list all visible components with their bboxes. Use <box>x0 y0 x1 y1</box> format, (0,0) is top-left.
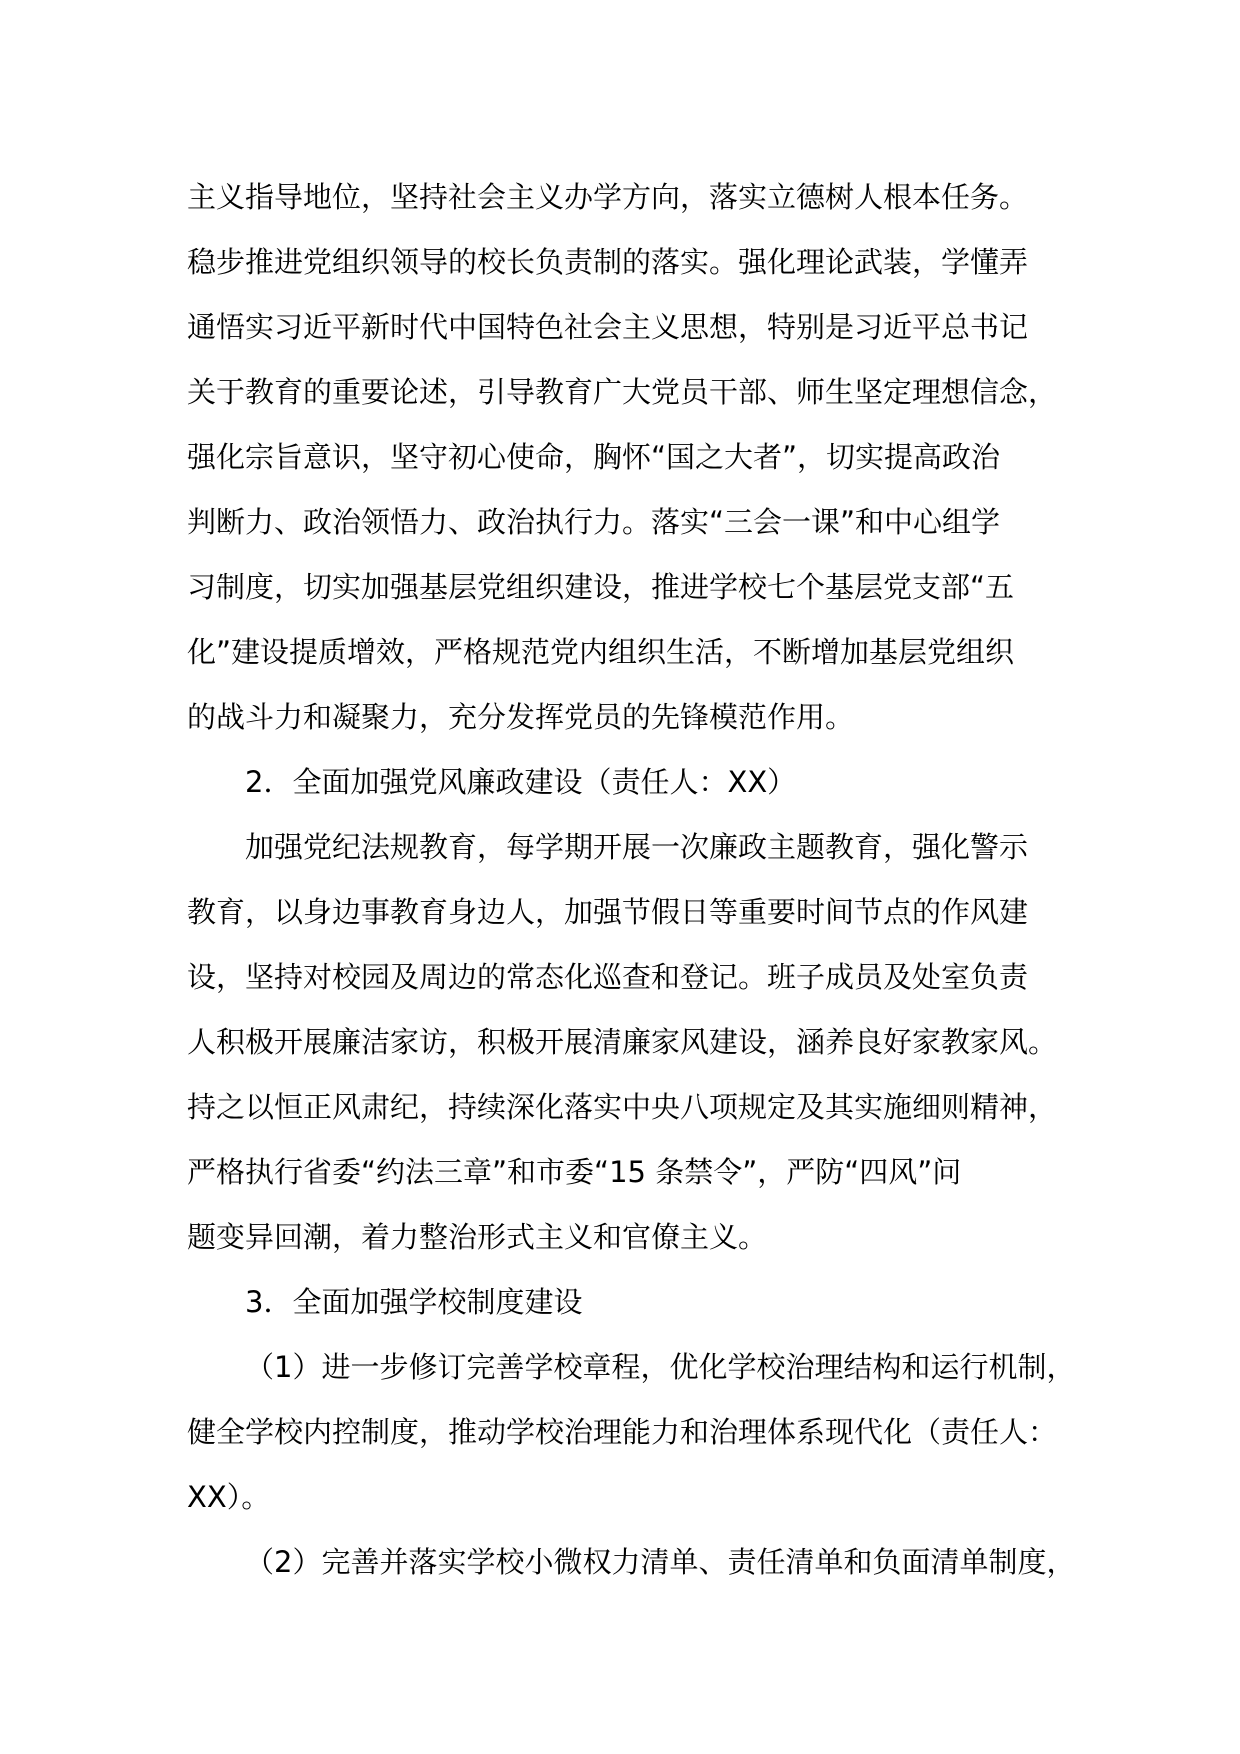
body-line: 的战斗力和凝聚力，充分发挥党员的先锋模范作用。 <box>187 700 855 734</box>
document-body <box>187 165 1077 1595</box>
paragraph-first-line: 加强党纪法规教育，每学期开展一次廉政主题教育，强化警示 <box>245 830 1029 864</box>
body-line: 教育，以身边事教育身边人，加强节假日等重要时间节点的作风建 <box>187 895 1029 929</box>
body-line: 习制度，切实加强基层党组织建设，推进学校七个基层党支部“五 <box>187 570 1015 604</box>
body-line: 强化宗旨意识，坚守初心使命，胸怀“国之大者”，切实提高政治 <box>187 440 1001 474</box>
paragraph-first-line: （1）进一步修订完善学校章程，优化学校治理结构和运行机制， <box>245 1350 1076 1384</box>
body-line: 健全学校内控制度，推动学校治理能力和治理体系现代化（责任人： <box>187 1415 1058 1449</box>
body-line: XX）。 <box>187 1480 271 1514</box>
body-line: 通悟实习近平新时代中国特色社会主义思想，特别是习近平总书记 <box>187 310 1029 344</box>
paragraph-first-line: （2）完善并落实学校小微权力清单、责任清单和负面清单制度， <box>245 1545 1076 1579</box>
body-line: 题变异回潮，着力整治形式主义和官僚主义。 <box>187 1220 768 1254</box>
body-line: 化”建设提质增效，严格规范党内组织生活，不断增加基层党组织 <box>187 635 1015 669</box>
section-heading: 2．全面加强党风廉政建设（责任人：XX） <box>245 765 797 799</box>
body-line: 持之以恒正风肃纪，持续深化落实中央八项规定及其实施细则精神， <box>187 1090 1058 1124</box>
section-heading: 3．全面加强学校制度建设 <box>245 1285 583 1319</box>
body-line: 设，坚持对校园及周边的常态化巡查和登记。班子成员及处室负责 <box>187 960 1029 994</box>
body-line: 人积极开展廉洁家访，积极开展清廉家风建设，涵养良好家教家风。 <box>187 1025 1058 1059</box>
body-line: 主义指导地位，坚持社会主义办学方向，落实立德树人根本任务。 <box>187 180 1029 214</box>
body-line: 严格执行省委“约法三章”和市委“15 条禁令”，严防“四风”问 <box>187 1155 962 1189</box>
body-line: 关于教育的重要论述，引导教育广大党员干部、师生坚定理想信念， <box>187 375 1058 409</box>
body-line: 稳步推进党组织领导的校长负责制的落实。强化理论武装，学懂弄 <box>187 245 1029 279</box>
body-line: 判断力、政治领悟力、政治执行力。落实“三会一课”和中心组学 <box>187 505 1001 539</box>
